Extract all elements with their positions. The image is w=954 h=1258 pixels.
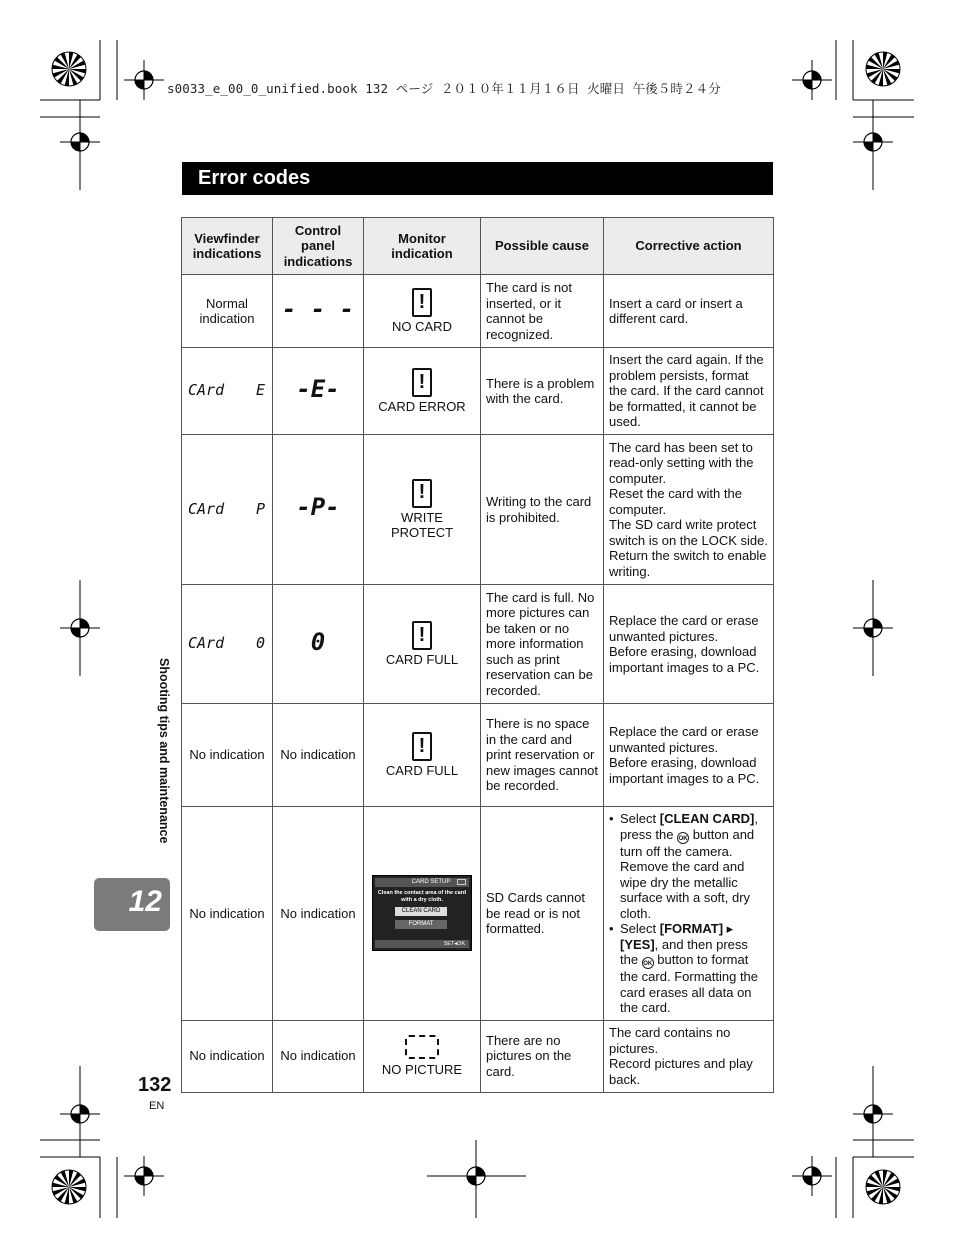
viewfinder-cell [182, 585, 273, 704]
action-bullet: • Select [CLEAN CARD], press the OK button and turn off the camera. Remove the card and wipe dry the metallic surface with a soft, dry cloth. [620, 811, 768, 921]
cause-cell: There are no pictures on the card. [481, 1020, 604, 1092]
control-panel-cell [273, 275, 364, 348]
action-cell [604, 585, 774, 704]
action-cell [604, 435, 774, 585]
monitor-cell [364, 435, 481, 585]
starburst-mark-icon [866, 52, 900, 86]
table-row [182, 1020, 774, 1092]
segment-display: -P- [296, 493, 340, 522]
header-viewfinder: Viewfinder indications [182, 218, 273, 275]
segment-display: 0 [310, 627, 326, 656]
cause-cell: SD Cards cannot be read or is not formatted. [481, 807, 604, 1021]
action-cell [604, 807, 774, 1021]
card-setup-screen [372, 875, 472, 951]
table-row [182, 704, 774, 807]
ok-button-icon: OK [642, 957, 654, 969]
no-picture-icon [405, 1035, 439, 1059]
monitor-cell [364, 348, 481, 435]
action-line: Before erasing, download important images to a PC. [609, 755, 760, 786]
table-row [182, 585, 774, 704]
action-bullet-list [609, 811, 768, 1016]
control-panel-cell [273, 585, 364, 704]
monitor-cell [364, 585, 481, 704]
action-cell: Insert the card again. If the problem persists, format the card. If the card cannot be formatted, it cannot be used. [604, 348, 774, 435]
table-header-row [182, 218, 774, 275]
viewfinder-cell [182, 348, 273, 435]
warning-icon: ! [412, 288, 432, 317]
action-line: Replace the card or erase unwanted pictures. [609, 613, 759, 644]
action-line: The card contains no pictures. [609, 1025, 731, 1056]
starburst-mark-icon [866, 1170, 900, 1204]
monitor-text: CARD ERROR [378, 398, 466, 414]
warning-icon: ! [412, 479, 432, 508]
screen-header: CARD SETUP [375, 878, 469, 887]
action-line: Record pictures and play back. [609, 1056, 753, 1087]
chapter-side-label: Shooting tips and maintenance [157, 658, 171, 844]
monitor-cell [364, 704, 481, 807]
screen-footer: SET◂OK [375, 940, 469, 948]
viewfinder-segment-display: CArd E [188, 381, 265, 400]
registration-mark-icon [792, 1156, 832, 1196]
viewfinder-cell: No indication [182, 704, 273, 807]
monitor-text: CARD FULL [385, 651, 459, 667]
monitor-text: CARD FULL [385, 762, 459, 778]
chapter-tab [94, 878, 170, 931]
viewfinder-cell [182, 435, 273, 585]
control-panel-cell [273, 435, 364, 585]
cause-cell: There is no space in the card and print reservation or new images cannot be recorded. [481, 704, 604, 807]
battery-icon [457, 879, 466, 885]
starburst-mark-icon [52, 52, 86, 86]
action-line: The SD card write protect switch is on the LOCK side. Return the switch to enable writing. [609, 517, 768, 579]
monitor-text-line1: WRITE [401, 509, 443, 525]
monitor-cell [364, 807, 481, 1021]
language-code: EN [149, 1100, 165, 1112]
action-line: Reset the card with the computer. [609, 486, 742, 517]
monitor-text-line2: PROTECT [390, 525, 454, 540]
action-line: The card has been set to read-only setting with the computer. [609, 439, 754, 486]
screen-message: Clean the contact area of the card with a dry cloth. [377, 890, 467, 904]
section-title-bar [182, 162, 773, 195]
action-cell [604, 704, 774, 807]
action-cell: Insert a card or insert a different card. [604, 275, 774, 348]
action-bullet: • Select [FORMAT] ▸ [YES], and then press the OK button to format the card. Formatting the card erases all data on the card. [620, 921, 768, 1016]
header-monitor: Monitor indication [364, 218, 481, 275]
control-panel-cell: No indication [273, 704, 364, 807]
arrow-right-icon: ▸ [726, 921, 734, 936]
header-action: Corrective action [604, 218, 774, 275]
monitor-text: NO CARD [392, 318, 452, 334]
table-row [182, 807, 774, 1021]
viewfinder-cell: Normal indication [182, 275, 273, 348]
segment-display: - - - [281, 294, 355, 323]
error-codes-table [181, 217, 774, 1093]
table-row [182, 348, 774, 435]
viewfinder-segment-display: CArd P [188, 499, 265, 518]
action-line: Replace the card or erase unwanted pictures. [609, 724, 759, 755]
monitor-cell [364, 275, 481, 348]
table-row [182, 275, 774, 348]
table-row [182, 435, 774, 585]
cause-cell: Writing to the card is prohibited. [481, 435, 604, 585]
monitor-cell [364, 1020, 481, 1092]
registration-mark-icon [124, 60, 164, 100]
viewfinder-segment-display: CArd 0 [188, 634, 265, 653]
section-title: Error codes [198, 167, 311, 189]
viewfinder-cell: No indication [182, 807, 273, 1021]
cause-cell: There is a problem with the card. [481, 348, 604, 435]
registration-mark-icon [792, 60, 832, 100]
control-panel-cell: No indication [273, 807, 364, 1021]
header-cause: Possible cause [481, 218, 604, 275]
registration-mark-icon [124, 1156, 164, 1196]
page-number: 132 [138, 1074, 172, 1096]
chapter-number: 12 [128, 885, 162, 918]
monitor-text: NO PICTURE [381, 1061, 463, 1077]
header-control-panel: Control panel indications [273, 218, 364, 275]
starburst-mark-icon [52, 1170, 86, 1204]
print-header: s0033_e_00_0_unified.book 132 ページ ２０１０年１１月１６日 火曜日 午後５時２４分 [167, 81, 721, 96]
action-line: Before erasing, download important images to a PC. [609, 644, 760, 675]
segment-display: -E- [296, 374, 340, 403]
control-panel-cell [273, 348, 364, 435]
warning-icon: ! [412, 732, 432, 761]
cause-cell: The card is not inserted, or it cannot be recognized. [481, 275, 604, 348]
clean-card-option: CLEAN CARD [395, 907, 447, 916]
warning-icon: ! [412, 368, 432, 397]
control-panel-cell: No indication [273, 1020, 364, 1092]
action-cell [604, 1020, 774, 1092]
viewfinder-cell: No indication [182, 1020, 273, 1092]
format-option: FORMAT [395, 920, 447, 929]
ok-button-icon: OK [677, 832, 689, 844]
warning-icon: ! [412, 621, 432, 650]
cause-cell: The card is full. No more pictures can be taken or no more information such as print reservation can be recorded. [481, 585, 604, 704]
